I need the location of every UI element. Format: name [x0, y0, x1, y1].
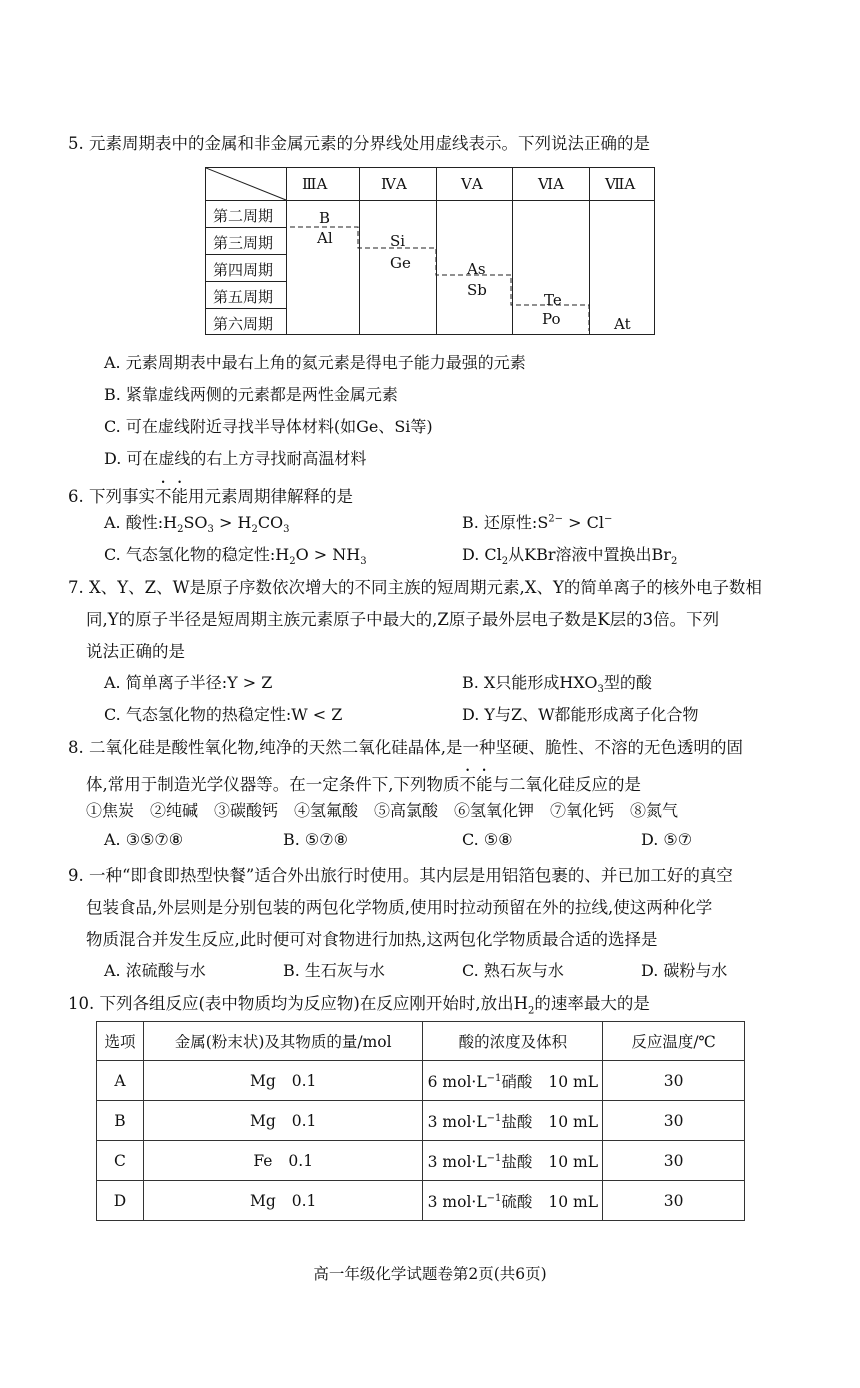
- q5-option-b: B. 紧靠虚线两侧的元素都是两性金属元素: [104, 385, 398, 404]
- subscript: 2: [670, 556, 678, 568]
- subscript: 3: [360, 556, 367, 568]
- amount: 0.1: [291, 1071, 317, 1090]
- column-header: 反应温度/℃: [603, 1022, 745, 1061]
- group-header: ⅦA: [605, 175, 636, 193]
- superscript: 2−: [548, 513, 564, 525]
- q9-option-c: C. 熟石灰与水: [462, 961, 564, 980]
- q6-emphasis: 不能: [155, 487, 188, 506]
- volume: 10 mL: [548, 1152, 599, 1171]
- row-divider: [206, 227, 286, 228]
- divider: [512, 168, 513, 334]
- subscript: 2: [528, 1005, 535, 1017]
- column-header: 选项: [97, 1022, 144, 1061]
- amount: 0.1: [291, 1191, 317, 1210]
- divider: [286, 168, 287, 334]
- element-symbol: Po: [542, 310, 561, 328]
- element-symbol: B: [319, 209, 331, 227]
- acid-cell: [423, 1141, 603, 1181]
- superscript: −1: [486, 1152, 502, 1164]
- period-label: 第四周期: [213, 261, 274, 279]
- q9-option-a: A. 浓硫酸与水: [104, 961, 206, 980]
- q10-stem: [68, 990, 650, 1016]
- temperature-cell: 30: [603, 1061, 745, 1101]
- concentration: 6 mol·L: [427, 1072, 487, 1091]
- temperature-cell: 30: [603, 1101, 745, 1141]
- text: 的速率最大的是: [534, 994, 650, 1013]
- text: 体,常用于制造光学仪器等。在一定条件下,下列物质: [86, 775, 460, 794]
- corner-diagonal: [206, 168, 286, 200]
- subscript: 2: [289, 556, 296, 568]
- q6-option-a: [104, 510, 290, 535]
- text: 从KBr溶液中置换出Br: [508, 545, 671, 564]
- element-symbol: Si: [390, 232, 406, 250]
- metal: Fe: [253, 1151, 273, 1170]
- element-symbol: Ge: [390, 254, 411, 272]
- row-divider: [206, 254, 286, 255]
- q7-stem-line2: 同,Y的原子半径是短周期主族元素原子中最大的,Z原子最外层电子数是K层的3倍。下列: [86, 610, 720, 629]
- table-row: [97, 1181, 745, 1221]
- table-row: [97, 1101, 745, 1141]
- metal: Mg: [249, 1191, 276, 1210]
- acid-cell: [423, 1101, 603, 1141]
- q5-option-d: D. 可在虚线的右上方寻找耐高温材料: [104, 449, 367, 468]
- amount: 0.1: [288, 1151, 314, 1170]
- element-symbol: Te: [544, 291, 562, 309]
- header-divider: [206, 200, 654, 201]
- period-label: 第二周期: [213, 207, 274, 225]
- q5-option-c: C. 可在虚线附近寻找半导体材料(如Ge、Si等): [104, 417, 433, 436]
- text: CO: [257, 513, 284, 532]
- table-row: [97, 1061, 745, 1101]
- q7-option-a: A. 简单离子半径:Y > Z: [104, 673, 273, 692]
- text: 10. 下列各组反应(表中物质均为反应物)在反应刚开始时,放出H: [68, 994, 528, 1013]
- text: D. Cl: [462, 545, 502, 564]
- q8-stem-line1: 8. 二氧化硅是酸性氧化物,纯净的天然二氧化硅晶体,是一种坚硬、脆性、不溶的无色透明的固: [68, 738, 743, 757]
- divider: [359, 168, 360, 334]
- divider: [436, 168, 437, 334]
- q6-stem: [68, 478, 353, 507]
- subscript: 2: [501, 556, 509, 568]
- superscript: −1: [486, 1192, 502, 1204]
- subscript: 3: [207, 524, 214, 536]
- element-symbol: Al: [317, 229, 333, 247]
- text: B. X只能形成HXO: [462, 673, 598, 692]
- group-header: ⅣA: [381, 175, 407, 193]
- volume: 10 mL: [548, 1192, 599, 1211]
- acid-cell: [423, 1061, 603, 1101]
- periodic-table-excerpt: [205, 167, 655, 335]
- q6-option-d: [462, 542, 677, 567]
- subscript: 3: [597, 684, 604, 696]
- option-cell: B: [97, 1101, 144, 1141]
- table-row: [97, 1141, 745, 1181]
- q8-items: ①焦炭 ②纯碱 ③碳酸钙 ④氢氟酸 ⑤高氯酸 ⑥氢氧化钾 ⑦氧化钙 ⑧氮气: [86, 801, 679, 820]
- acid: 盐酸: [501, 1152, 533, 1171]
- q9-stem-line3: 物质混合并发生反应,此时便可对食物进行加热,这两包化学物质最合适的选择是: [86, 930, 658, 949]
- page-footer: 高一年级化学试题卷第2页(共6页): [313, 1265, 547, 1283]
- volume: 10 mL: [548, 1112, 599, 1131]
- q9-stem-line1: 9. 一种“即食即热型快餐”适合外出旅行时使用。其内层是用铝箔包裹的、并已加工好的真空: [68, 866, 733, 885]
- metal-cell: [143, 1061, 423, 1101]
- q8-option-a: A. ③⑤⑦⑧: [104, 830, 184, 849]
- q5-stem: 5. 元素周期表中的金属和非金属元素的分界线处用虚线表示。下列说法正确的是: [68, 134, 650, 153]
- subscript: 3: [283, 524, 290, 536]
- superscript: −1: [486, 1072, 502, 1084]
- metal-cell: [143, 1181, 423, 1221]
- period-label: 第三周期: [213, 234, 274, 252]
- row-divider: [206, 281, 286, 282]
- q9-option-b: B. 生石灰与水: [283, 961, 385, 980]
- option-cell: C: [97, 1141, 144, 1181]
- text: 型的酸: [603, 673, 652, 692]
- q7-option-d: D. Y与Z、W都能形成离子化合物: [462, 705, 699, 724]
- column-header: 金属(粉末状)及其物质的量/mol: [143, 1022, 423, 1061]
- q5-option-a: A. 元素周期表中最右上角的氦元素是得电子能力最强的元素: [104, 353, 526, 372]
- acid-cell: [423, 1181, 603, 1221]
- metal: Mg: [249, 1071, 276, 1090]
- q8-emphasis: 不能: [459, 775, 493, 794]
- period-label: 第五周期: [213, 288, 274, 306]
- temperature-cell: 30: [603, 1141, 745, 1181]
- text: SO: [183, 513, 208, 532]
- q9-stem-line2: 包装食品,外层则是分别包装的两包化学物质,使用时拉动预留在外的拉线,使这两种化学: [86, 898, 713, 917]
- superscript: −: [603, 513, 613, 525]
- text: A. 酸性:H: [104, 513, 178, 532]
- q7-stem-line1: 7. X、Y、Z、W是原子序数依次增大的不同主族的短周期元素,X、Y的简单离子的核外电子数相: [68, 578, 762, 597]
- text: > Cl: [563, 513, 604, 532]
- q7-option-c: C. 气态氢化物的热稳定性:W < Z: [104, 705, 343, 724]
- period-label: 第六周期: [213, 315, 274, 333]
- q8-stem-line2: [86, 766, 641, 795]
- text: B. 还原性:S: [462, 513, 549, 532]
- temperature-cell: 30: [603, 1181, 745, 1221]
- column-header: 酸的浓度及体积: [423, 1022, 603, 1061]
- q6-stem-post: 用元素周期律解释的是: [188, 487, 353, 506]
- row-divider: [206, 308, 286, 309]
- q7-option-b: [462, 670, 652, 695]
- group-header: ⅢA: [302, 175, 328, 193]
- q7-stem-line3: 说法正确的是: [86, 642, 185, 661]
- volume: 10 mL: [548, 1072, 599, 1091]
- option-cell: D: [97, 1181, 144, 1221]
- text: O > NH: [295, 545, 361, 564]
- text: > H: [213, 513, 252, 532]
- concentration: 3 mol·L: [427, 1152, 487, 1171]
- metal-cell: [143, 1141, 423, 1181]
- metal-cell: [143, 1101, 423, 1141]
- concentration: 3 mol·L: [427, 1192, 487, 1211]
- q9-option-d: D. 碳粉与水: [641, 961, 728, 980]
- amount: 0.1: [291, 1111, 317, 1130]
- superscript: −1: [486, 1112, 502, 1124]
- subscript: 2: [177, 524, 184, 536]
- q8-option-c: C. ⑤⑧: [462, 830, 513, 849]
- reaction-table: [96, 1021, 745, 1221]
- q8-option-b: B. ⑤⑦⑧: [283, 830, 348, 849]
- q6-option-c: [104, 542, 367, 567]
- concentration: 3 mol·L: [427, 1112, 487, 1131]
- element-symbol: Sb: [467, 281, 487, 299]
- q6-option-b: [462, 510, 612, 533]
- acid: 盐酸: [501, 1112, 533, 1131]
- q8-option-d: D. ⑤⑦: [641, 830, 693, 849]
- table-header-row: [97, 1022, 745, 1061]
- acid: 硝酸: [501, 1072, 533, 1091]
- text: C. 气态氢化物的稳定性:H: [104, 545, 290, 564]
- subscript: 2: [251, 524, 258, 536]
- option-cell: A: [97, 1061, 144, 1101]
- q6-stem-pre: 6. 下列事实: [68, 487, 155, 506]
- divider: [589, 168, 590, 334]
- text: 与二氧化硅反应的是: [492, 775, 641, 794]
- metal: Mg: [249, 1111, 276, 1130]
- element-symbol: As: [467, 260, 486, 278]
- element-symbol: At: [614, 315, 631, 333]
- acid: 硫酸: [501, 1192, 533, 1211]
- group-header: ⅥA: [538, 175, 564, 193]
- group-header: ⅤA: [461, 175, 483, 193]
